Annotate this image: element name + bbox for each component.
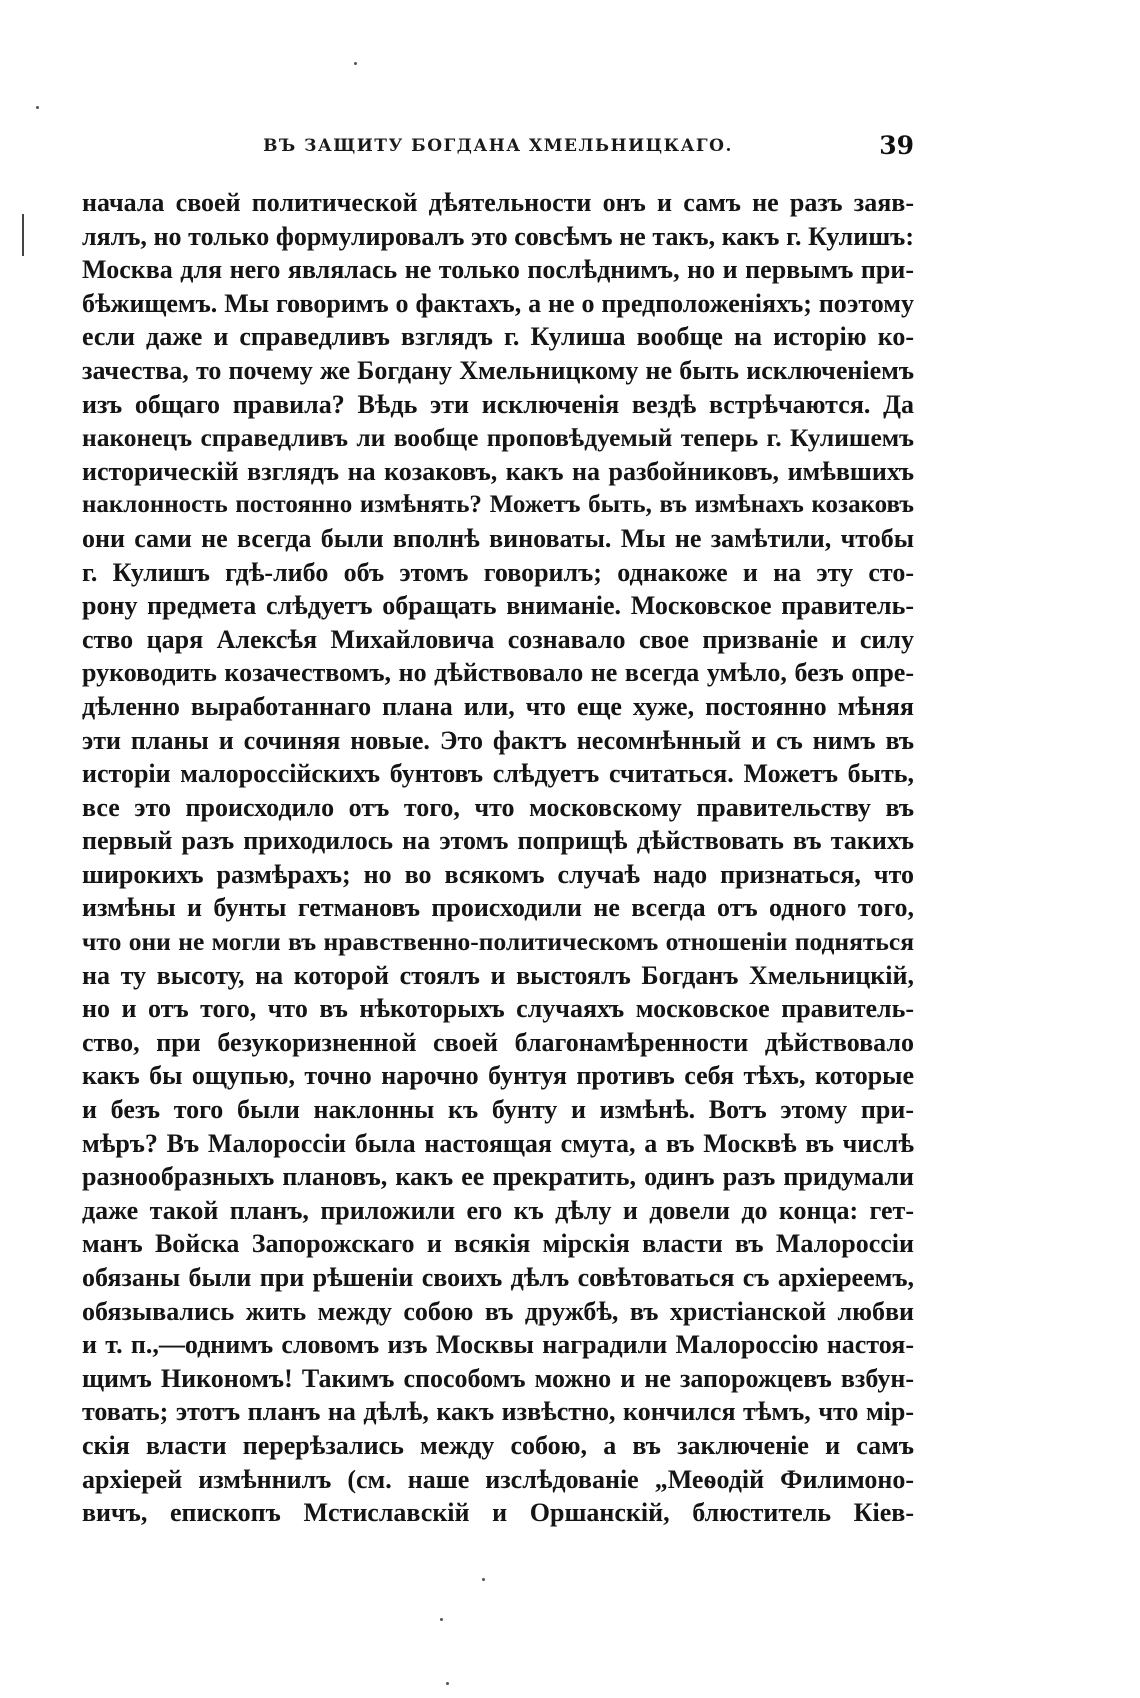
text-line: скія власти перерѣзались между собою, а въ заключеніе и самъ [82,1430,914,1460]
text-line: они сами не всегда были вполнѣ виноваты. Мы не замѣтили, чтобы [82,523,914,553]
text-line: обязаны были при рѣшеніи своихъ дѣлъ совѣтоваться съ архіереемъ, [82,1263,914,1292]
text-line: манъ Войска Запорожскаго и всякія мірскія власти въ Малороссіи [82,1229,914,1259]
text-line: вичъ, епископъ Мстиславскій и Оршанскій, блюститель Кіев- [82,1498,914,1528]
text-line: и безъ того были наклонны къ бунту и измѣнѣ. Вотъ этому при- [82,1095,914,1125]
text-line: ство царя Алексѣя Михайловича сознавало свое призваніе и силу [82,624,914,654]
text-line: и т. п.,—однимъ словомъ изъ Москвы наградили Малороссію настоя- [82,1330,914,1360]
text-line: ство, при безукоризненной своей благонамѣренности дѣйствовало [82,1027,914,1057]
text-line: изъ общаго правила? Вѣдь эти исключенія вездѣ встрѣчаются. Да [82,389,914,419]
text-line: измѣны и бунты гетмановъ происходили не всегда отъ одного того, [82,893,914,923]
text-line: г. Кулишъ гдѣ-либо объ этомъ говорилъ; однакоже и на эту сто- [82,557,914,587]
text-line: эти планы и сочиняя новые. Это фактъ несомнѣнный и съ нимъ въ [82,725,914,755]
text-line: руководить козачествомъ, но дѣйствовало не всегда умѣло, безъ опре- [82,658,914,688]
text-line: рону предмета слѣдуетъ обращать вниманіе. Московское правитель- [82,591,914,621]
text-line: дѣленно выработаннаго плана или, что еще хуже, постоянно мѣняя [82,691,914,721]
text-line: наклонность постоянно измѣнять? Можетъ быть, въ измѣнахъ козаковъ [82,491,914,519]
text-line: что они не могли въ нравственно-политическомъ отношеніи подняться [82,927,914,957]
text-line: историческій взглядъ на козаковъ, какъ на разбойниковъ, имѣвшихъ [82,456,914,486]
text-line: но и отъ того, что въ нѣкоторыхъ случаяхъ московское правитель- [82,994,914,1024]
text-line: мѣръ? Въ Малороссіи была настоящая смута, а въ Москвѣ въ числѣ [82,1128,914,1158]
body-text [82,186,914,1530]
text-line: широкихъ размѣрахъ; но во всякомъ случаѣ надо признаться, что [82,859,914,889]
text-line: зачества, то почему же Богдану Хмельницкому не быть исключеніемъ [82,355,914,385]
running-head [82,128,914,164]
text-line: даже такой планъ, приложили его къ дѣлу и довели до конца: гет- [82,1195,914,1225]
text-line: какъ бы ощупью, точно нарочно бунтуя противъ себя тѣхъ, которые [82,1061,914,1091]
text-line: на ту высоту, на которой стоялъ и выстоялъ Богданъ Хмельницкій, [82,960,914,990]
text-line: первый разъ приходилось на этомъ поприщѣ дѣйствовать въ такихъ [82,826,914,856]
paper-speck [354,62,357,65]
text-line: если даже и справедливъ взглядъ г. Кулиша вообще на исторію ко- [82,322,914,352]
text-line: исторіи малороссійскихъ бунтовъ слѣдуетъ считаться. Можетъ быть, [82,759,914,789]
text-line: товать; этотъ планъ на дѣлѣ, какъ извѣстно, кончился тѣмъ, что мір- [82,1397,914,1427]
text-line: начала своей политической дѣятельности онъ и самъ не разъ заяв- [82,188,914,217]
paper-speck [36,106,39,109]
page-number: 39 [879,131,914,160]
text-line: лялъ, но только формулировалъ это совсѣмъ не такъ, какъ г. Кулишъ: [82,221,914,251]
text-line: щимъ Никономъ! Такимъ способомъ можно и не запорожцевъ взбун- [82,1363,914,1393]
paper-speck [482,1578,485,1581]
text-line: Москва для него являлась не только послѣднимъ, но и первымъ при- [82,255,914,285]
text-line: обязывались жить между собою въ дружбѣ, въ христіанской любви [82,1296,914,1326]
margin-mark [22,214,24,256]
running-title: ВЪ ЗАЩИТУ БОГДАНА ХМЕЛЬНИЦКАГО. [263,136,733,156]
text-line: разнообразныхъ плановъ, какъ ее прекратить, одинъ разъ придумали [82,1162,914,1192]
text-line: архіерей измѣннилъ (см. наше изслѣдованіе „Меѳодій Филимоно- [82,1464,914,1494]
text-line: бѣжищемъ. Мы говоримъ о фактахъ, а не о предположеніяхъ; поэтому [82,288,914,318]
paper-speck [446,1682,449,1685]
text-line: все это происходило отъ того, что московскому правительству въ [82,792,914,822]
paper-speck [440,1618,443,1621]
text-line: наконецъ справедливъ ли вообще проповѣдуемый теперь г. Кулишемъ [82,423,914,453]
